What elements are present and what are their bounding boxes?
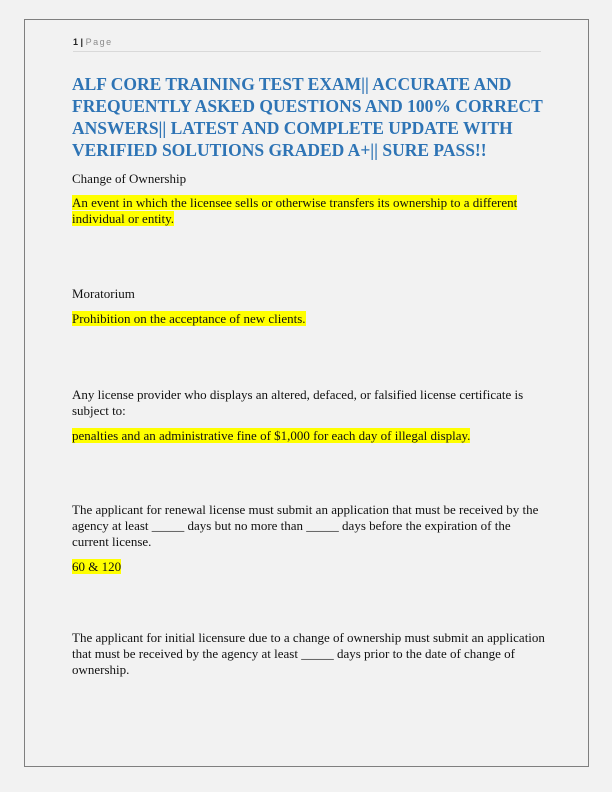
question-4: The applicant for renewal license must submit an application that must be received by the agency at least _____ days but no more than _____ days before the expiration of the current license. <box>72 502 539 549</box>
answer-2 <box>72 311 547 327</box>
answer-1 <box>72 195 547 227</box>
question-1: Change of Ownership <box>72 171 187 186</box>
question-2: Moratorium <box>72 286 135 301</box>
page-header <box>73 37 541 52</box>
page-label: Page <box>85 37 113 47</box>
answer-1-highlight: An event in which the licensee sells or otherwise transfers its ownership to a different individual or entity. <box>72 195 518 226</box>
answer-4-highlight: 60 & 120 <box>72 559 122 574</box>
answer-3 <box>72 428 547 444</box>
answer-2-highlight: Prohibition on the acceptance of new clients. <box>72 311 306 326</box>
page-number: 1 <box>73 37 79 47</box>
question-3: Any license provider who displays an altered, defaced, or falsified license certificate is subject to: <box>72 387 524 418</box>
document-title: ALF CORE TRAINING TEST EXAM|| ACCURATE AND FREQUENTLY ASKED QUESTIONS AND 100% CORRECT ANSWERS|| LATEST AND COMPLETE UPDATE WITH VERIFIED SOLUTIONS GRADED A+|| SURE PASS!! <box>72 74 543 160</box>
question-5: The applicant for initial licensure due to a change of ownership must submit an application that must be received by the agency at least _____ days prior to the date of change of ownership. <box>72 630 545 677</box>
document-body <box>72 73 547 678</box>
page-separator: | <box>80 37 84 47</box>
document-page <box>24 19 589 767</box>
answer-4 <box>72 559 547 575</box>
answer-3-highlight: penalties and an administrative fine of $1,000 for each day of illegal display. <box>72 428 471 443</box>
